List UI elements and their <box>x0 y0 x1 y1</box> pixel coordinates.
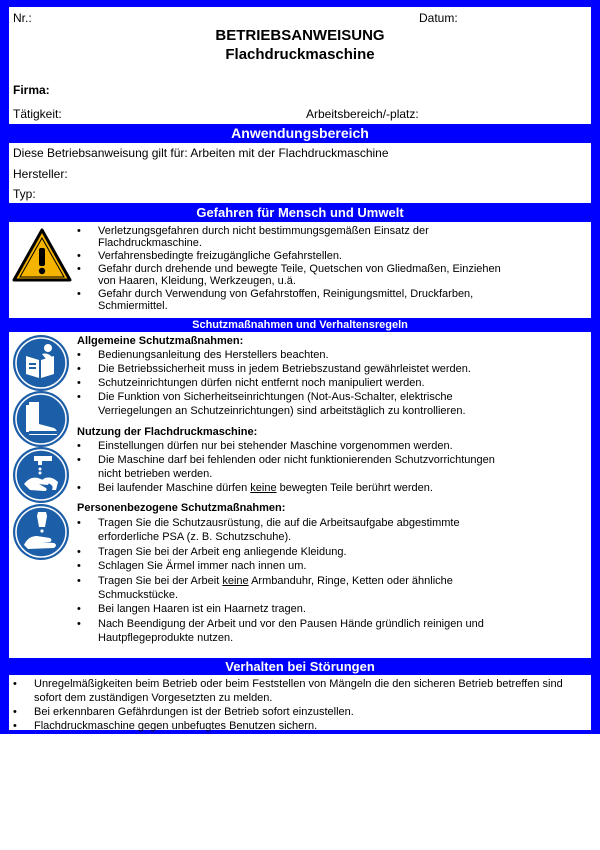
bullet-dot: • <box>77 262 81 275</box>
list-item-text: Die Maschine darf bei fehlenden oder nicht funktionierenden Schutzvorrichtungen <box>98 454 495 466</box>
list-item-text: Verriegelungen an Schutzeinrichtungen) sind arbeitstäglich zu kontrollieren. <box>98 405 466 417</box>
anwendungsbereich-heading: Anwendungsbereich <box>231 125 369 141</box>
warning-triangle-icon <box>12 228 72 282</box>
read-manual-icon <box>12 334 70 392</box>
gefahren-panel <box>9 222 591 318</box>
list-item-text: Bedienungsanleitung des Herstellers beachten. <box>98 349 329 361</box>
page-title: BETRIEBSANWEISUNG <box>215 27 385 44</box>
list-item-text: Flachdruckmaschine gegen unbefugtes Benutzen sichern. <box>34 720 318 732</box>
safety-boots-icon <box>12 390 70 448</box>
typ-label: Typ: <box>13 187 36 201</box>
bullet-dot: • <box>77 391 81 403</box>
bullet-dot: • <box>77 603 81 615</box>
list-item-text: Schlagen Sie Ärmel immer nach innen um. <box>98 560 307 572</box>
list-item-text: Hautpflegeprodukte nutzen. <box>98 631 234 644</box>
schutz-panel <box>9 332 591 658</box>
bullet-dot: • <box>77 617 81 630</box>
list-item-text: Flachdruckmaschine. <box>98 237 202 250</box>
list-item-text: Tragen Sie die Schutzausrüstung, die auf die Arbeitsaufgabe abgestimmte <box>98 517 460 529</box>
bullet-dot: • <box>77 574 81 587</box>
bullet-dot: • <box>77 454 81 466</box>
list-item-text: Gefahr durch Verwendung von Gefahrstoffen, Reinigungsmittel, Druckfarben, <box>98 287 474 300</box>
list-item-text: Schmuckstücke. <box>98 588 179 601</box>
bullet-dot: • <box>77 517 81 529</box>
list-item-text: von Haaren, Kleidung, Werkzeugen, u.ä. <box>98 274 296 287</box>
scope-line: Diese Betriebsanweisung gilt für: Arbeiten mit der Flachdruckmaschine <box>13 146 389 160</box>
datum-label: Datum: <box>419 11 458 25</box>
list-item-text: Verletzungsgefahren durch nicht bestimmungsgemäßen Einsatz der <box>98 225 429 237</box>
bullet-dot: • <box>77 225 81 237</box>
section-subheading: Allgemeine Schutzmaßnahmen: <box>77 335 244 347</box>
anwendungsbereich-panel <box>9 143 591 203</box>
bullet-dot: • <box>77 250 81 262</box>
list-item-text: nicht betrieben werden. <box>98 468 213 480</box>
bullet-dot: • <box>77 440 81 452</box>
bullet-dot: • <box>13 720 17 732</box>
list-item-text: sofort dem zuständigen Vorgesetzten zu melden. <box>34 692 273 704</box>
list-item-text: Schutzeinrichtungen dürfen nicht entfernt noch manipuliert werden. <box>98 377 425 389</box>
list-item-text: Die Funktion von Sicherheitseinrichtungen (Not-Aus-Schalter, elektrische <box>98 391 453 403</box>
list-item-text: Tragen Sie bei der Arbeit keine Armbanduhr, Ringe, Ketten oder ähnliche <box>98 574 453 587</box>
list-item-text: Nach Beendigung der Arbeit und vor den Pausen Hände gründlich reinigen und <box>98 617 484 630</box>
firma-label: Firma: <box>13 83 50 97</box>
bullet-dot: • <box>13 706 17 718</box>
bullet-dot: • <box>77 560 81 572</box>
bullet-dot: • <box>77 545 81 558</box>
bullet-dot: • <box>77 363 81 375</box>
wash-hands-icon <box>12 446 70 504</box>
arbeitsbereich-label: Arbeitsbereich/-platz: <box>306 107 419 121</box>
list-item-text: Schmiermittel. <box>98 299 168 312</box>
list-item-text: Bei langen Haaren ist ein Haarnetz tragen. <box>98 603 306 615</box>
bullet-dot: • <box>77 482 81 494</box>
page-subtitle: Flachdruckmaschine <box>225 46 375 63</box>
section-subheading: Nutzung der Flachdruckmaschine: <box>77 426 258 438</box>
bullet-dot: • <box>77 349 81 361</box>
hersteller-label: Hersteller: <box>13 167 68 181</box>
header-panel <box>9 7 591 124</box>
stoerungen-panel <box>9 675 591 730</box>
bullet-dot: • <box>77 377 81 389</box>
taetigkeit-label: Tätigkeit: <box>13 107 62 121</box>
hand-protection-cream-icon <box>12 503 70 561</box>
section-subheading: Personenbezogene Schutzmaßnahmen: <box>77 502 286 514</box>
list-item-text: Unregelmäßigkeiten beim Betrieb oder beim Feststellen von Mängeln die den sicheren Betrieb betreffen sind <box>34 678 563 690</box>
list-item-text: Bei laufender Maschine dürfen keine bewegten Teile berührt werden. <box>98 482 433 494</box>
list-item-text: Gefahr durch drehende und bewegte Teile, Quetschen von Gliedmaßen, Einziehen <box>98 262 501 275</box>
stoerungen-heading: Verhalten bei Störungen <box>225 659 375 674</box>
list-item-text: Einstellungen dürfen nur bei stehender Maschine vorgenommen werden. <box>98 440 453 452</box>
nr-label: Nr.: <box>13 11 32 25</box>
gefahren-heading: Gefahren für Mensch und Umwelt <box>196 205 404 220</box>
list-item-text: Tragen Sie bei der Arbeit eng anliegende Kleidung. <box>98 545 347 558</box>
bullet-dot: • <box>13 678 17 690</box>
bullet-dot: • <box>77 287 81 300</box>
list-item-text: Verfahrensbedingte freizugängliche Gefahrstellen. <box>98 250 342 262</box>
list-item-text: Die Betriebssicherheit muss in jedem Betriebszustand gewährleistet werden. <box>98 363 471 375</box>
list-item-text: Bei erkennbaren Gefährdungen ist der Betrieb sofort einzustellen. <box>34 706 354 718</box>
schutz-heading: Schutzmaßnahmen und Verhaltensregeln <box>192 319 408 331</box>
list-item-text: erforderliche PSA (z. B. Schutzschuhe). <box>98 531 292 543</box>
